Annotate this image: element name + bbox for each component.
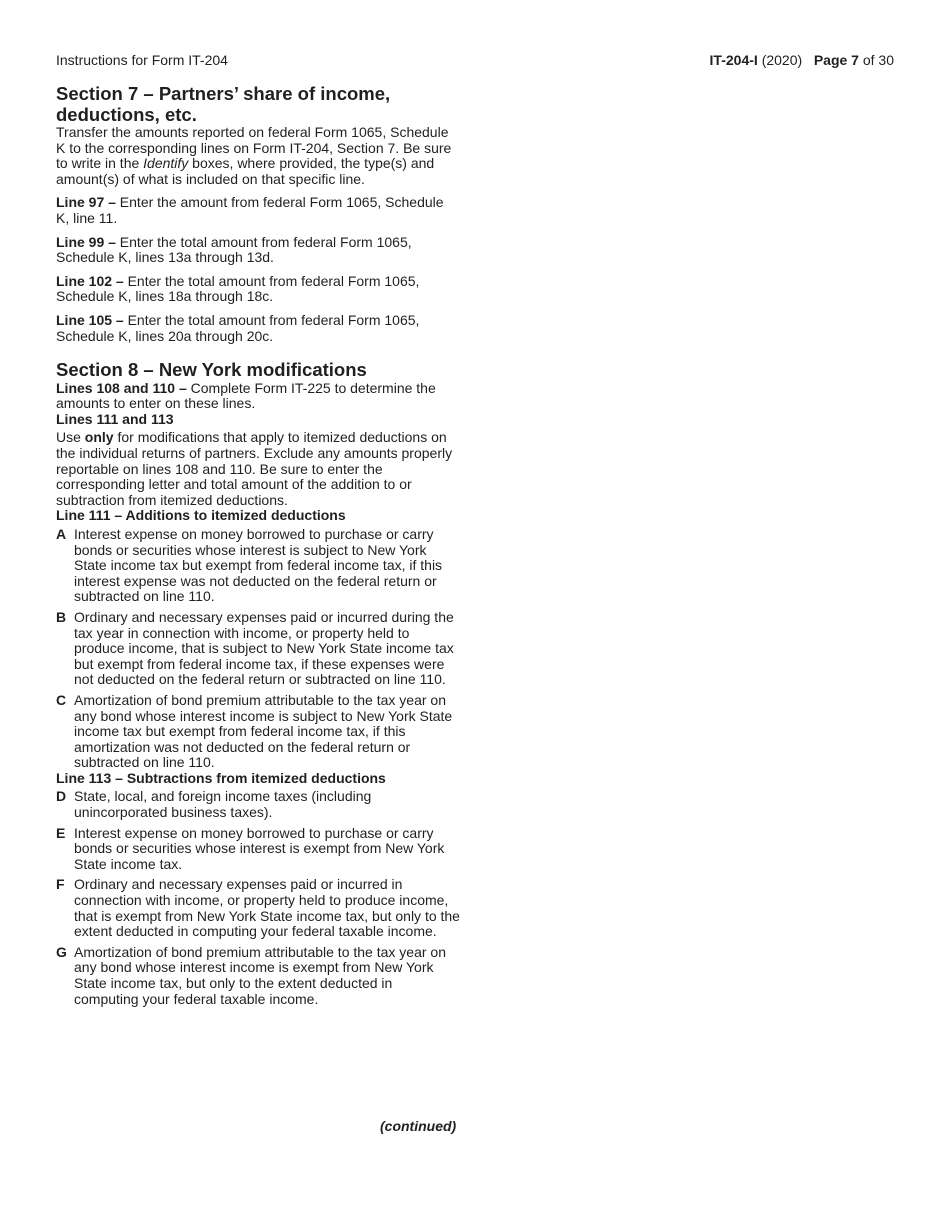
header-page-of: of 30	[862, 52, 894, 68]
item-letter: C	[56, 691, 67, 708]
item-text: State, local, and foreign income taxes (including unincorporated business taxes).	[74, 788, 372, 821]
use-a: Use	[56, 429, 85, 446]
item-letter: F	[56, 876, 65, 893]
section7-intro-em: Identify	[143, 155, 189, 172]
line-label: Line 102 –	[56, 272, 124, 289]
section7-intro	[56, 125, 460, 187]
line-105	[56, 313, 460, 344]
header-form-id: IT-204-I	[709, 52, 758, 68]
list-item-f	[56, 877, 460, 939]
list-item-e	[56, 826, 460, 873]
list-item-b	[56, 610, 460, 688]
item-text: Amortization of bond premium attributable to the tax year on any bond whose interest income is exempt from New York State income tax, but only to the extent deducted in computing your federal taxable income.	[74, 943, 446, 1007]
content-column	[56, 84, 460, 1007]
item-text: Interest expense on money borrowed to purchase or carry bonds or securities whose interest is subject to New York State income tax but exempt from federal income tax, if this interest expense was not deducted on the federal return or subtracted on line 110.	[74, 525, 443, 605]
line-99	[56, 235, 460, 266]
list-item-c	[56, 693, 460, 771]
list-item-a	[56, 527, 460, 605]
header-page-info	[710, 53, 894, 69]
line-text: Enter the total amount from federal Form 1065, Schedule K, lines 20a through 20c.	[56, 311, 420, 344]
line-102	[56, 274, 460, 305]
line-text: Complete Form IT-225 to determine the amounts to enter on these lines.	[56, 379, 436, 412]
item-letter: A	[56, 525, 67, 542]
item-text: Ordinary and necessary expenses paid or incurred during the tax year in connection with income, or property held to produce income, that is subject to New York State income tax but exempt from federal income tax, if these expenses were not deducted on the federal return or subtracted on line 110.	[74, 608, 454, 688]
line-text: Enter the total amount from federal Form 1065, Schedule K, lines 18a through 18c.	[56, 272, 420, 305]
line-label: Lines 108 and 110 –	[56, 379, 187, 396]
item-text: Interest expense on money borrowed to purchase or carry bonds or securities whose interest is exempt from New York State income tax.	[74, 824, 445, 872]
section7-title: Section 7 – Partners’ share of income, deductions, etc.	[56, 83, 391, 125]
header-doc-title: Instructions for Form IT-204	[56, 52, 228, 68]
item-letter: D	[56, 788, 67, 805]
item-letter: E	[56, 824, 66, 841]
item-letter: B	[56, 608, 67, 625]
lines-111-113-text	[56, 430, 460, 508]
header-page-label: Page 7	[813, 52, 859, 68]
line-113-heading: Line 113 – Subtractions from itemized deductions	[56, 769, 386, 786]
item-text: Amortization of bond premium attributable to the tax year on any bond whose interest income is subject to New York State income tax but exempt from federal income tax, if this amortization was not deducted on the federal return or subtracted on line 110.	[74, 691, 453, 771]
section7-intro-a: Transfer the amounts reported on federal Form 1065, Schedule K to the corresponding lines on Form IT-204, Section 7. Be sure to write in the	[56, 124, 452, 172]
line-label: Line 97 –	[56, 194, 116, 211]
list-item-d	[56, 789, 460, 820]
item-letter: G	[56, 943, 67, 960]
line-label: Line 99 –	[56, 233, 116, 250]
header-year: (2020)	[761, 52, 803, 68]
use-b: for modifications that apply to itemized deductions on the individual returns of partners. Exclude any amounts properly reportable on lines 108 and 110. Be sure to enter the corresponding letter and total amount of the addition to or subtraction from itemized deductions.	[56, 429, 453, 508]
section8-title: Section 8 – New York modifications	[56, 359, 367, 381]
line-text: Enter the amount from federal Form 1065, Schedule K, line 11.	[56, 194, 444, 226]
use-only: only	[84, 429, 114, 446]
line-111-heading: Line 111 – Additions to itemized deductions	[56, 507, 346, 524]
line-text: Enter the total amount from federal Form 1065, Schedule K, lines 13a through 13d.	[56, 233, 412, 266]
section7-intro-b: boxes, where provided, the type(s) and amount(s) of what is included on that specific line.	[56, 155, 435, 187]
lines-108-110	[56, 381, 460, 412]
lines-111-113-heading: Lines 111 and 113	[56, 410, 174, 427]
item-text: Ordinary and necessary expenses paid or incurred in connection with income, or property held to produce income, that is exempt from New York State income tax, but only to the extent deducted in computing your federal taxable income.	[74, 876, 460, 940]
line-97	[56, 195, 460, 226]
continued-note: (continued)	[380, 1118, 457, 1134]
list-item-g	[56, 945, 460, 1007]
line-label: Line 105 –	[56, 311, 124, 328]
